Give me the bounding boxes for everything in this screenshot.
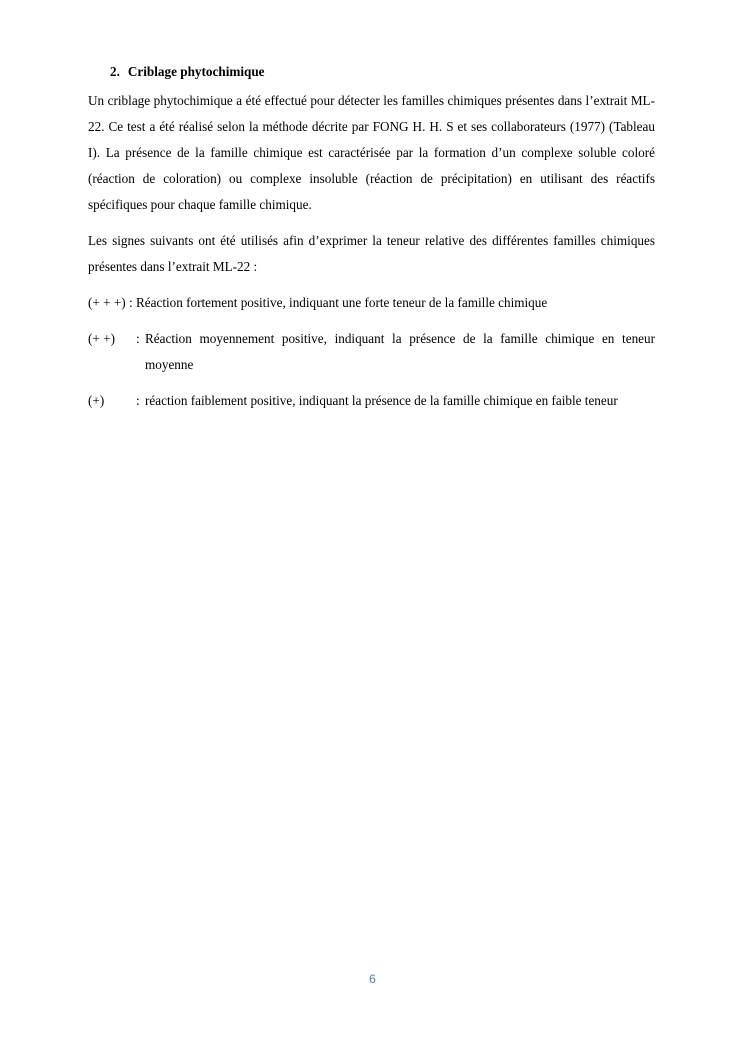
legend-item-strong bbox=[88, 290, 655, 316]
paragraph-method: Un criblage phytochimique a été effectué pour détecter les familles chimiques présentes dans l’extrait ML-22. Ce test a été réalisé selon la méthode décrite par FONG H. H. S et ses collaborateurs (1977) (Tableau I). La présence de la famille chimique est caractérisée par la formation d’un complexe soluble coloré (réaction de coloration) ou complexe insoluble (réaction de précipitation) en utilisant des réactifs spécifiques pour chaque famille chimique. bbox=[88, 93, 655, 212]
section-title: Criblage phytochimique bbox=[127, 64, 265, 79]
legend-colon: : bbox=[136, 331, 140, 346]
legend-symbol: (+ + +) bbox=[88, 295, 126, 310]
legend-description-block bbox=[136, 388, 618, 414]
legend-colon: : bbox=[136, 393, 140, 408]
legend-symbol: (+ +) bbox=[88, 331, 115, 346]
legend-item-medium bbox=[88, 326, 655, 378]
document-body bbox=[88, 62, 655, 424]
legend-description: Réaction moyennement positive, indiquant la présence de la famille chimique en teneur moyenne bbox=[145, 331, 655, 372]
section-heading bbox=[88, 62, 655, 82]
legend-description: réaction faiblement positive, indiquant la présence de la famille chimique en faible teneur bbox=[145, 393, 618, 408]
legend-item-weak bbox=[88, 388, 655, 414]
paragraph-signs-intro: Les signes suivants ont été utilisés afin d’exprimer la teneur relative des différentes familles chimiques présentes dans l’extrait ML-22 : bbox=[88, 233, 655, 274]
legend-symbol: (+) bbox=[88, 393, 105, 408]
page-number: 6 bbox=[369, 972, 376, 986]
section-number: 2. bbox=[110, 64, 120, 79]
legend-description: : Réaction fortement positive, indiquant une forte teneur de la famille chimique bbox=[129, 295, 548, 310]
legend-description-block bbox=[136, 326, 655, 378]
